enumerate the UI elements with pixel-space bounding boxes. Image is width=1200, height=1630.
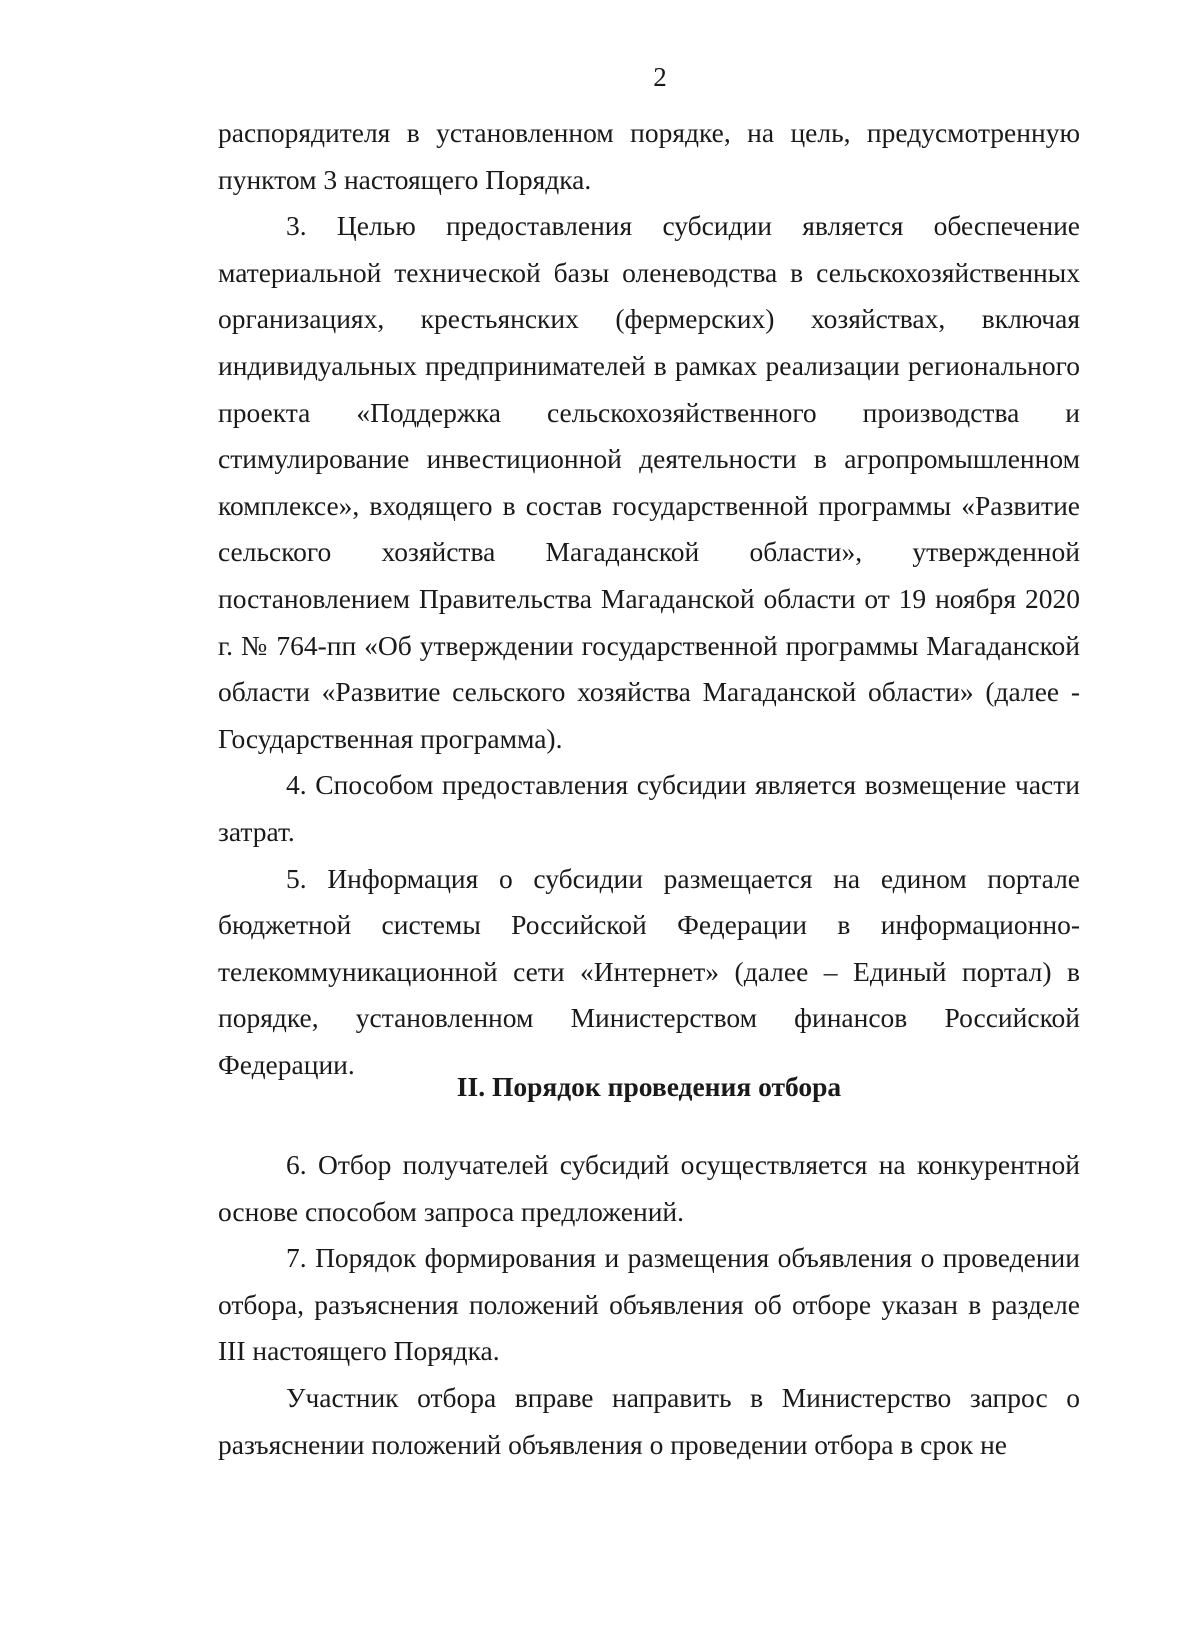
section-heading: II. Порядок проведения отбора [456, 1071, 842, 1102]
paragraph-4: 4. Способом предоставления субсидии является возмещение части затрат. [218, 769, 1080, 847]
paragraph-7: 7. Порядок формирования и размещения объявления о проведении отбора, разъяснения положений объявления об отборе указан в разделе III настоящего Порядка. [218, 1242, 1080, 1367]
paragraph-5: 5. Информация о субсидии размещается на едином портале бюджетной системы Российской Федерации в информационно-телекоммуникационной сети «Интернет» (далее – Единый портал) в порядке, установленном Министерством финансов Российской Федерации. [218, 862, 1080, 1080]
paragraph-participant: Участник отбора вправе направить в Министерство запрос о разъяснении положений объявления о проведении отбора в срок не [218, 1381, 1080, 1460]
section-2-text [218, 1142, 1080, 1468]
section-1-text [218, 110, 1080, 1088]
page-number: 2 [653, 62, 667, 92]
paragraph-3: 3. Целью предоставления субсидии является обеспечение материальной технической базы оленеводства в сельскохозяйственных организациях, крестьянских (фермерских) хозяйствах, включая индивидуальных предпринимателей в рамках реализации регионального проекта «Поддержка сельскохозяйственного производства и стимулирование инвестиционной деятельности в агропромышленном комплексе», входящего в состав государственной программы «Развитие сельского хозяйства Магаданской области», утвержденной постановлением Правительства Магаданской области от 19 ноября 2020 г. № 764-пп «Об утверждении государственной программы Магаданской области «Развитие сельского хозяйства Магаданской области» (далее - Государственная программа). [218, 210, 1080, 754]
paragraph-continuation: распорядителя в установленном порядке, на цель, предусмотренную пунктом 3 настоящего Порядка. [218, 117, 1080, 195]
paragraph-6: 6. Отбор получателей субсидий осуществляется на конкурентной основе способом запроса предложений. [218, 1149, 1080, 1227]
